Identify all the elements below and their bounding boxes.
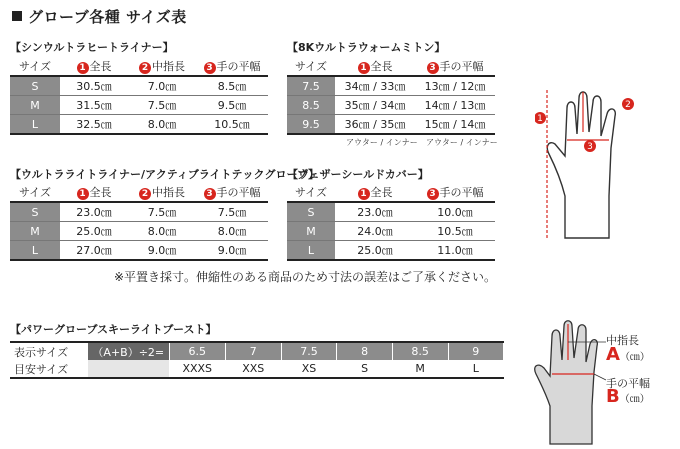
table-row (287, 222, 495, 241)
table1-header-length: 1 全長 (60, 57, 128, 76)
palm-width-label: 手の平幅 (606, 377, 650, 390)
palm-cell: 8.0㎝ (196, 222, 268, 241)
table-row (10, 342, 504, 360)
svg-text:2: 2 (625, 100, 631, 110)
letter-b-group (606, 386, 650, 407)
marker-1-icon: 1 (358, 62, 370, 74)
table1-header-palm: 3 手の平幅 (196, 57, 268, 76)
finger-cell: 7.0㎝ (128, 76, 196, 96)
table-row (287, 76, 495, 96)
table4-header-palm: 3 手の平幅 (415, 183, 495, 202)
marker-1-icon: 1 (77, 188, 89, 200)
letter-a: A (606, 344, 620, 365)
table2-header-length: 1 全長 (335, 57, 415, 76)
table-row (287, 115, 495, 135)
title-square-icon (12, 11, 22, 21)
palm-cell: 15㎝ / 14㎝ (415, 115, 495, 135)
fit-cell: XS (281, 360, 337, 378)
unit-b: （㎝） (619, 394, 650, 405)
marker-2-icon: 2 (139, 62, 151, 74)
table3-header-length: 1 全長 (60, 183, 128, 202)
table2-header-palm: 3 手の平幅 (415, 57, 495, 76)
glove-outline (547, 92, 615, 238)
svg-text:1: 1 (537, 114, 543, 124)
formula-cell: （A+B）÷2= (88, 342, 169, 360)
size-cell: S (287, 202, 335, 222)
table-row (10, 115, 268, 135)
fit-cell: XXXS (169, 360, 225, 378)
table2-header-size: サイズ (287, 57, 335, 76)
table-row (10, 360, 504, 378)
table3-header-palm: 3 手の平幅 (196, 183, 268, 202)
table3-header-size: サイズ (10, 183, 60, 202)
page-title-text: グローブ各種 サイズ表 (28, 8, 187, 26)
table3 (10, 183, 268, 261)
size-cell: 8.5 (392, 342, 448, 360)
fit-cell: M (392, 360, 448, 378)
size-cell: 7.5 (287, 76, 335, 96)
size-cell: 9 (448, 342, 503, 360)
size-cell: M (287, 222, 335, 241)
marker-3-icon: 3 (204, 188, 216, 200)
marker-3-icon: 3 (427, 62, 439, 74)
size-cell: M (10, 222, 60, 241)
palm-cell: 11.0㎝ (415, 241, 495, 261)
palm-cell: 7.5㎝ (196, 202, 268, 222)
table-row (287, 202, 495, 222)
size-cell: L (287, 241, 335, 261)
finger-cell: 8.0㎝ (128, 115, 196, 135)
display-size-label: 表示サイズ (10, 342, 88, 360)
size-cell: S (10, 76, 60, 96)
table1-header-size: サイズ (10, 57, 60, 76)
palm-cell: 9.5㎝ (196, 96, 268, 115)
table2-outer-inner-note-1: アウター / インナー (346, 138, 418, 147)
finger-cell: 7.5㎝ (128, 96, 196, 115)
table-row (10, 202, 268, 222)
size-cell: 9.5 (287, 115, 335, 135)
size-cell: 8 (337, 342, 392, 360)
letter-b: B (606, 386, 620, 407)
length-cell: 27.0㎝ (60, 241, 128, 261)
length-cell: 23.0㎝ (60, 202, 128, 222)
length-cell: 31.5㎝ (60, 96, 128, 115)
finger-cell: 7.5㎝ (128, 202, 196, 222)
length-cell: 32.5㎝ (60, 115, 128, 135)
palm-cell: 10.0㎝ (415, 202, 495, 222)
glove-diagram-1 (535, 88, 645, 240)
fit-cell: L (448, 360, 503, 378)
page-title (12, 6, 187, 27)
size-cell: 6.5 (169, 342, 225, 360)
fit-cell: XXS (225, 360, 281, 378)
size-cell: M (10, 96, 60, 115)
palm-cell: 14㎝ / 13㎝ (415, 96, 495, 115)
table1 (10, 57, 268, 135)
blank-cell (88, 360, 169, 378)
length-cell: 34㎝ / 33㎝ (335, 76, 415, 96)
table4-title: 【ウェザーシールドカバー】 (287, 168, 429, 181)
length-cell: 30.5㎝ (60, 76, 128, 96)
table5-title: 【パワーグローブスキーライトブースト】 (10, 323, 217, 336)
palm-cell: 10.5㎝ (415, 222, 495, 241)
size-cell: 7.5 (281, 342, 337, 360)
callout-b-line (594, 374, 606, 380)
length-cell: 35㎝ / 34㎝ (335, 96, 415, 115)
table4-header-length: 1 全長 (335, 183, 415, 202)
svg-text:3: 3 (587, 142, 593, 152)
marker-2-icon: 2 (139, 188, 151, 200)
length-cell: 24.0㎝ (335, 222, 415, 241)
palm-cell: 9.0㎝ (196, 241, 268, 261)
letter-a-group (606, 344, 650, 365)
length-cell: 23.0㎝ (335, 202, 415, 222)
unit-a: （㎝） (619, 352, 650, 363)
table2-title: 【8Kウルトラウォームミトン】 (287, 41, 446, 54)
table-row (287, 241, 495, 261)
table4 (287, 183, 495, 261)
fit-size-label: 目安サイズ (10, 360, 88, 378)
size-cell: 8.5 (287, 96, 335, 115)
measurement-note: ※平置き採寸。伸縮性のある商品のため寸法の誤差はご了承ください。 (114, 270, 497, 284)
glove-silhouette (535, 321, 598, 444)
size-cell: 7 (225, 342, 281, 360)
size-cell: L (10, 241, 60, 261)
palm-cell: 8.5㎝ (196, 76, 268, 96)
marker-3-icon: 3 (427, 188, 439, 200)
table3-title: 【ウルトラライトライナー/アクティブライトテックグローブ】 (10, 168, 320, 181)
finger-length-label: 中指長 (606, 334, 639, 347)
table1-title: 【シンウルトラヒートライナー】 (10, 41, 174, 54)
length-cell: 25.0㎝ (60, 222, 128, 241)
finger-cell: 8.0㎝ (128, 222, 196, 241)
table1-header-finger: 2 中指長 (128, 57, 196, 76)
table-row (10, 222, 268, 241)
table-row (10, 241, 268, 261)
table2 (287, 57, 495, 135)
marker-3-icon: 3 (204, 62, 216, 74)
fit-cell: S (337, 360, 392, 378)
table-row (10, 96, 268, 115)
table3-header-finger: 2 中指長 (128, 183, 196, 202)
size-cell: S (10, 202, 60, 222)
table4-header-size: サイズ (287, 183, 335, 202)
size-cell: L (10, 115, 60, 135)
palm-cell: 10.5㎝ (196, 115, 268, 135)
marker-1-icon: 1 (358, 188, 370, 200)
finger-cell: 9.0㎝ (128, 241, 196, 261)
palm-cell: 13㎝ / 12㎝ (415, 76, 495, 96)
length-cell: 25.0㎝ (335, 241, 415, 261)
table5 (10, 341, 504, 379)
length-cell: 36㎝ / 35㎝ (335, 115, 415, 135)
table2-outer-inner-note-2: アウター / インナー (426, 138, 498, 147)
marker-1-icon: 1 (77, 62, 89, 74)
table-row (10, 76, 268, 96)
table-row (287, 96, 495, 115)
glove-diagram-2 (528, 320, 608, 446)
